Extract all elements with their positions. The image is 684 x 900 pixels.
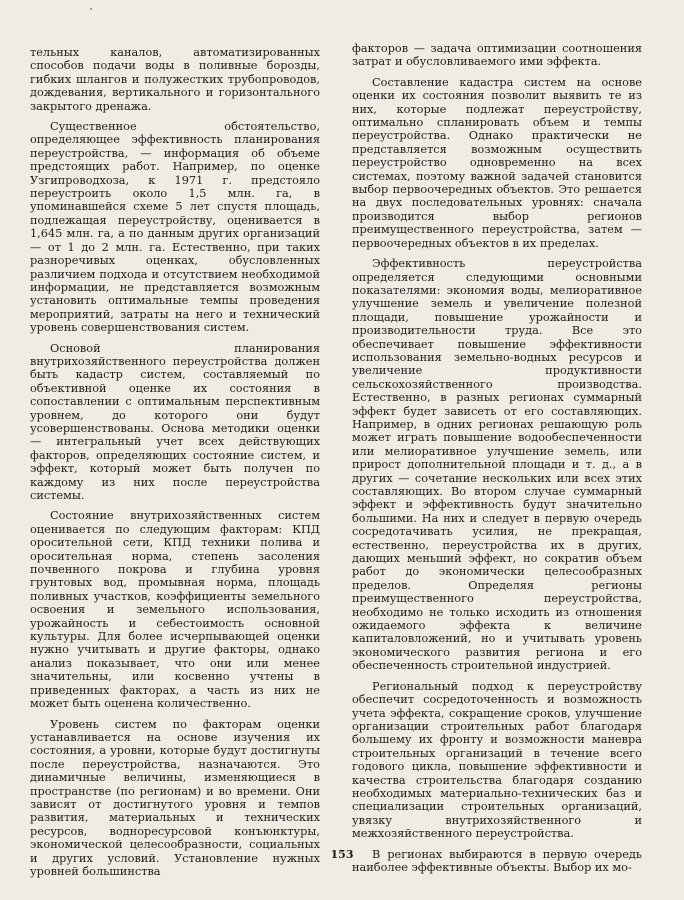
- left-column: [30, 46, 320, 885]
- paragraph: Уровень систем по факторам оценки устанавливается на основе изучения их состояния, а уровни, которые будут достигнуты после переустройства, назначаются. Это динамичные величины, изменяющиеся в пространстве (по регионам) и во времени. Они зависят от достигнутого уровня и темпов развития, материальных и технических ресурсов, водноресурсовой конъюнктуры, экономической целесообразности, социальных и других условий. Установление нужных уровней большинства: [30, 717, 320, 878]
- page-number: 153: [330, 848, 354, 861]
- paragraph: В регионах выбираются в первую очередь наиболее эффективные объекты. Выбор их мо-: [352, 847, 642, 874]
- paragraph: факторов — задача оптимизации соотношения затрат и обусловливаемого ими эффекта.: [352, 42, 642, 69]
- paragraph: Состояние внутрихозяйственных систем оценивается по следующим факторам: КПД оросительной сети, КПД техники полива и оросительная норма, степень засоления почвенного покрова и глубина уровня грунтовых вод, промывная норма, площадь поливных участков, коэффициенты земельного освоения и земельного использования, урожайность и себестоимость основной культуры. Для более исчерпывающей оценки нужно учитывать и другие факторы, однако анализ показывает, что они или менее значительны, или косвенно учтены в приведенных факторах, а часть из них не может быть оценена количественно.: [30, 509, 320, 711]
- paragraph: Основой планирования внутрихозяйственного переустройства должен быть кадастр систем, составляемый по объективной оценке их состояния в сопоставлении с оптимальным перспективным уровнем, до которого они будут усовершенствованы. Основа методики оценки — интегральный учет всех действующих факторов, определяющих состояние систем, и эффект, который может быть получен по каждому из них после переустройства системы.: [30, 341, 320, 502]
- paper-speck: [90, 8, 92, 10]
- paragraph: Региональный подход к переустройству обеспечит сосредоточенность и возможность учета эффекта, сокращение сроков, улучшение организации строительных работ благодаря большему их фронту и возможности маневра строительных организаций в течение всего годового цикла, повышение эффективности и качества строительства благодаря созданию необходимых материально-технических баз и специализации строительных организаций, увязку внутрихозяйственного и межхозяйственного переустройства.: [352, 679, 642, 841]
- paragraph: Эффективность переустройства определяется следующими основными показателями: экономия воды, мелиоративное улучшение земель и увеличение полезной площади, повышение урожайности и производительности труда. Все это обеспечивает повышение эффективности использования земельно-водных ресурсов и увеличение продуктивности сельскохозяйственного производства. Естественно, в разных регионах суммарный эффект будет зависеть от его составляющих. Например, в одних регионах решающую роль может играть повышение водообеспеченности или мелиоративное улучшение земель, или прирост дополнительной площади и т. д., а в других — сочетание нескольких или всех этих составляющих. Во втором случае суммарный эффект и эффективность будут значительно большими. На них и следует в первую очередь сосредотачивать усилия, не прекращая, естественно, переустройства их в других, дающих меньший эффект, но сократив объем работ до экономически целесообразных пределов. Определяя регионы преимущественного переустройства, необходимо не только исходить из отношения ожидаемого эффекта к величине капиталовложений, но и учитывать уровень экономического развития региона и его обеспеченность строительной индустрией.: [352, 257, 642, 673]
- paragraph: тельных каналов, автоматизированных способов подачи воды в поливные борозды, гибких шлангов и полужестких трубопроводов, дождевания, вертикального и горизонтального закрытого дренажа.: [30, 46, 320, 113]
- right-column: [352, 42, 642, 881]
- paragraph: Составление кадастра систем на основе оценки их состояния позволит выявить те из них, которые подлежат переустройству, оптимально спланировать объем и темпы переустройства. Однако практически не представляется возможным осуществить переустройство одновременно на всех системах, поэтому важной задачей становится выбор первоочередных объектов. Это решается на двух последовательных уровнях: сначала производится выбор регионов преимущественного переустройства, затем — первоочередных объектов в их пределах.: [352, 75, 642, 250]
- paragraph: Существенное обстоятельство, определяющее эффективность планирования переустройства, — информация об объеме предстоящих работ. Например, по оценке Узгипроводхоза, к 1971 г. предстояло переустроить около 1,5 млн. га, в упоминавшейся схеме 5 лет спустя площадь, подлежащая переустройству, оценивается в 1,645 млн. га, а по данным других организаций — от 1 до 2 млн. га. Естественно, при таких разноречивых оценках, обусловленных различием подхода и отсутствием необходимой информации, не представляется возможным установить оптимальные темпы проведения мероприятий, затраты на него и технический уровень совершенствования систем.: [30, 120, 320, 335]
